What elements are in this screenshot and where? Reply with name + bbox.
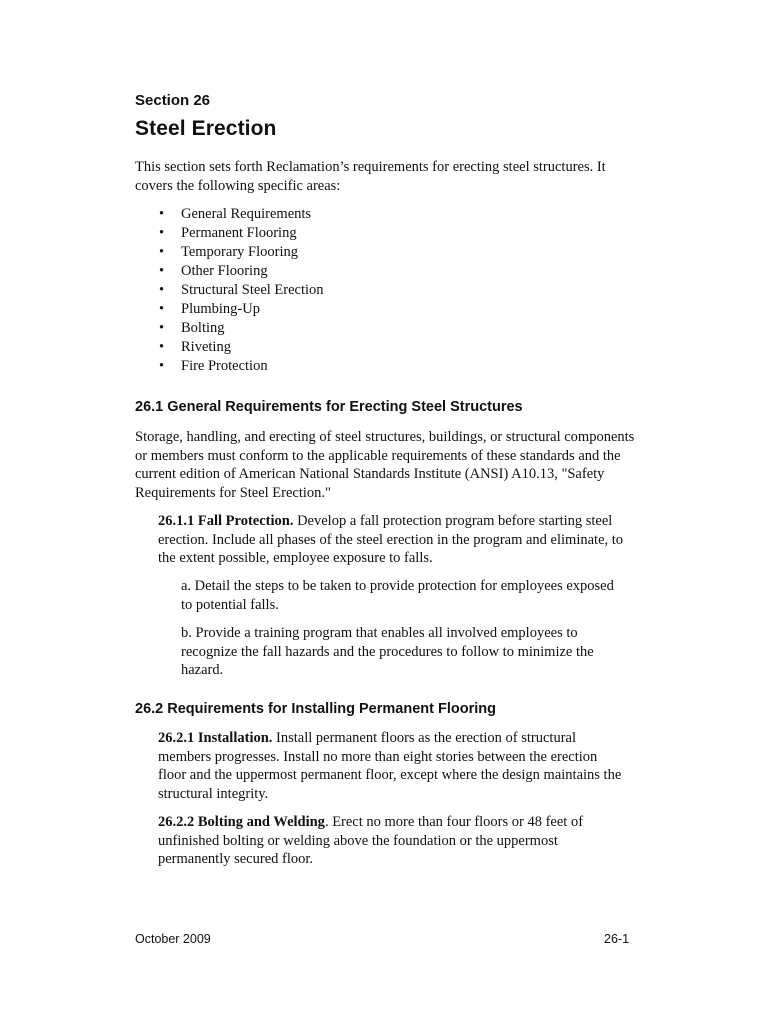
paragraph-26-1: Storage, handling, and erecting of steel structures, buildings, or structural components or members must conform to the applicable requirements of these standards and the current edition of American National Standards Institute (ANSI) A10.13, "Safety Requirements for Steel Erection." xyxy=(135,429,635,501)
subsection-label-26-2-1: 26.2.1 Installation. xyxy=(158,730,273,746)
paragraph-26-2-2 xyxy=(158,813,628,869)
bullet-icon: • xyxy=(159,320,165,336)
section-heading-26-2: 26.2 Requirements for Installing Permanent Flooring xyxy=(135,701,496,717)
intro-paragraph: This section sets forth Reclamation’s requirements for erecting steel structures. It covers the following specific areas: xyxy=(135,159,606,194)
bullet-icon: • xyxy=(159,339,165,355)
subsection-label-26-1-1: 26.1.1 Fall Protection. xyxy=(158,513,294,529)
subsection-text-26-1-1: Develop a fall protection program before starting steel erection. Include all phases of the steel erection in the program and eliminate, to the extent possible, employee exposure to falls. xyxy=(158,513,624,566)
page-title: Steel Erection xyxy=(135,117,277,140)
bullet-icon: • xyxy=(159,282,165,298)
bullet-icon: • xyxy=(159,206,165,222)
section-label: Section 26 xyxy=(135,92,211,109)
topic-list xyxy=(135,205,324,376)
section-heading-26-1: 26.1 General Requirements for Erecting Steel Structures xyxy=(135,399,523,415)
bullet-icon: • xyxy=(159,244,165,260)
list-item: • Bolting xyxy=(159,320,225,336)
paragraph-26-1-1 xyxy=(158,512,636,568)
list-item: • Riveting xyxy=(159,339,231,355)
list-item-a: a. Detail the steps to be taken to provide protection for employees exposed to potential falls. xyxy=(181,578,614,613)
subsection-text-26-2-2: . Erect no more than four floors or 48 feet of unfinished bolting or welding above the foundation or the uppermost permanently secured floor. xyxy=(158,814,584,867)
bullet-icon: • xyxy=(159,263,165,279)
bullet-icon: • xyxy=(159,358,165,374)
subsection-text-26-2-1: Install permanent floors as the erection of structural members progresses. Install no more than eight stories between the erection floor and the uppermost permanent floor, except where the design maintains the structural integrity. xyxy=(158,730,622,802)
list-item: • Plumbing-Up xyxy=(159,301,260,317)
list-item: • Fire Protection xyxy=(159,358,268,374)
bullet-icon: • xyxy=(159,225,165,241)
footer-page-number: 26-1 xyxy=(604,932,630,946)
list-item-b: b. Provide a training program that enables all involved employees to recognize the fall hazards and the procedures to follow to minimize the hazard. xyxy=(181,625,594,678)
bullet-icon: • xyxy=(159,301,165,317)
list-item: • Temporary Flooring xyxy=(159,244,298,260)
list-item: • General Requirements xyxy=(159,206,312,222)
list-item: • Permanent Flooring xyxy=(159,225,297,241)
list-item: • Structural Steel Erection xyxy=(159,282,324,298)
footer-date: October 2009 xyxy=(135,932,211,946)
subsection-label-26-2-2: 26.2.2 Bolting and Welding xyxy=(158,814,325,830)
paragraph-26-2-1 xyxy=(158,729,628,803)
list-item: • Other Flooring xyxy=(159,263,268,279)
